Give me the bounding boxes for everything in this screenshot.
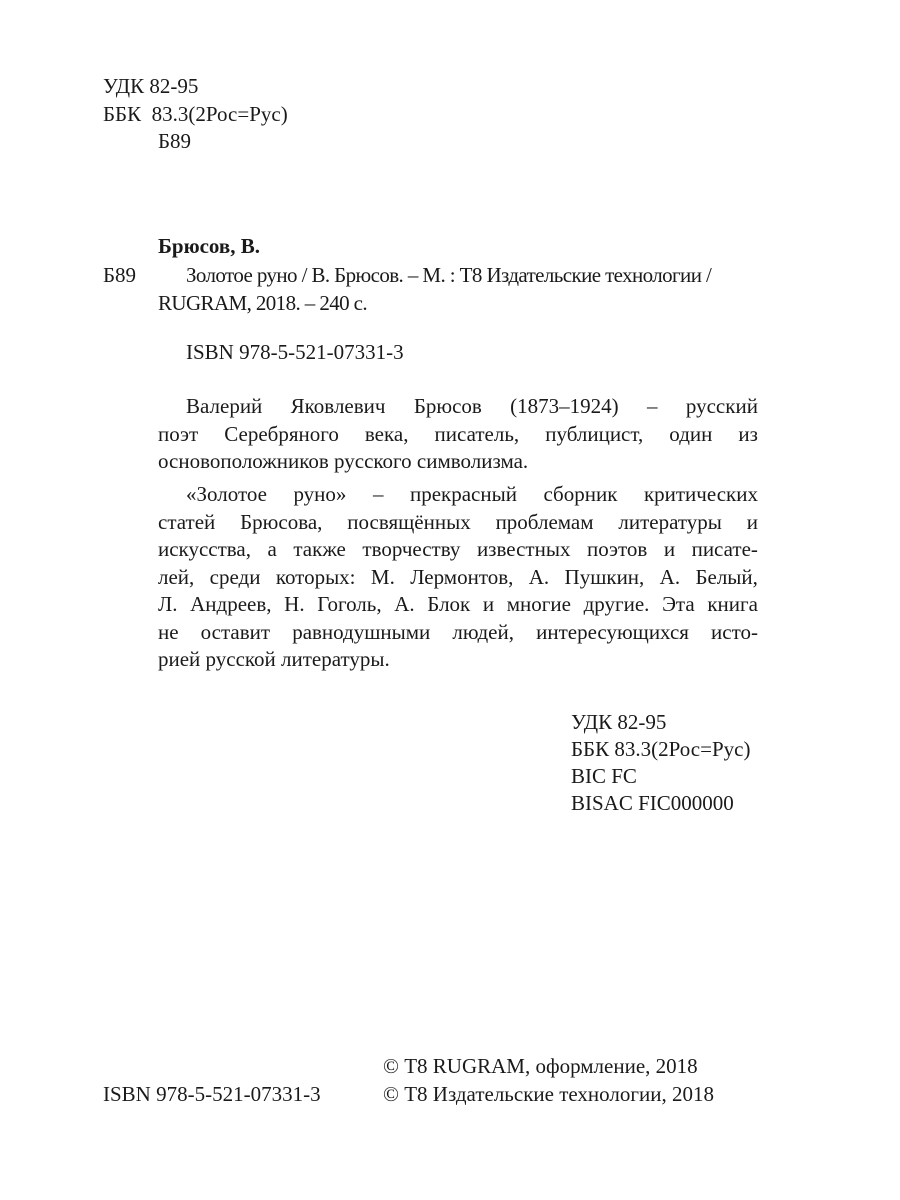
paragraph-word: лей, [158, 564, 195, 589]
paragraph-word: Брюсов [413, 394, 482, 418]
paragraph-word: также [293, 537, 346, 561]
paragraph-word: проблемам [495, 509, 594, 534]
paragraph-word: людей, [452, 619, 514, 644]
paragraph-line [158, 591, 758, 619]
paragraph-word: Л. [158, 592, 178, 616]
paragraph-word: и [482, 592, 495, 616]
paragraph-line [158, 448, 758, 476]
paragraph-word: критических [643, 482, 758, 506]
isbn-footer: ISBN 978-5-521-07331-3 [103, 1082, 321, 1106]
paragraph-word: Эта [662, 592, 695, 616]
paragraph-word: один [669, 421, 713, 446]
paragraph-word: А. [659, 564, 681, 589]
paragraph-line [158, 536, 758, 564]
paragraph-word: – [372, 482, 384, 506]
paragraph-word: поэтов [586, 537, 648, 561]
paragraph-line [158, 393, 758, 421]
paragraph-word: основоположников русского символизма. [158, 449, 529, 473]
author-mark-top: Б89 [158, 129, 192, 153]
paragraph-line [158, 619, 758, 647]
paragraph-word: Гоголь, [317, 592, 382, 616]
paragraph-word: и [663, 537, 676, 561]
udk-code-top: УДК 82-95 [103, 74, 199, 98]
paragraph-word: книга [707, 592, 758, 616]
paragraph-word: «Золотое [186, 482, 267, 506]
bib-description-line-1: Золотое руно / В. Брюсов. – М. : Т8 Издательские технологии / [186, 263, 712, 287]
copyright-publisher: © Т8 Издательские технологии, 2018 [383, 1082, 714, 1106]
paragraph-word: руно» [293, 482, 347, 506]
paragraph-word: искусства, [158, 537, 251, 561]
udk-code: УДК 82-95 [571, 710, 667, 734]
bib-description-line-2: RUGRAM, 2018. – 240 с. [158, 291, 368, 315]
bbk-code: ББК 83.3(2Рос=Рус) [571, 737, 751, 761]
annotation-paragraph-1 [158, 393, 758, 476]
paragraph-word: века, [364, 421, 409, 446]
author-heading: Брюсов, В. [158, 234, 261, 258]
paragraph-word: другие. [583, 592, 650, 616]
paragraph-word: публицист, [545, 421, 644, 446]
paragraph-word: литературы [618, 509, 722, 534]
bbk-code-top: ББК 83.3(2Рос=Рус) [103, 102, 288, 126]
paragraph-word: Пушкин, [564, 564, 645, 589]
paragraph-word: А. [394, 592, 415, 616]
paragraph-word: равнодушными [292, 619, 431, 644]
paragraph-line [158, 481, 758, 509]
paragraph-line [158, 509, 758, 537]
paragraph-word: посвящённых [347, 509, 471, 534]
paragraph-word: из [738, 421, 758, 446]
paragraph-word: творчеству [362, 537, 461, 561]
paragraph-word: Яковлевич [290, 394, 386, 418]
paragraph-word: Андреев, [190, 592, 272, 616]
paragraph-word: многие [506, 592, 571, 616]
paragraph-word: – [647, 394, 658, 418]
paragraph-word: М. [370, 564, 395, 589]
paragraph-word: Блок [427, 592, 471, 616]
bisac-code: BISAC FIC000000 [571, 791, 734, 815]
paragraph-word: исто- [711, 619, 758, 644]
paragraph-word: не [158, 619, 179, 644]
paragraph-word: поэт [158, 421, 199, 446]
bic-code: BIC FC [571, 764, 637, 788]
paragraph-word: Серебряного [224, 421, 339, 446]
paragraph-word: рией русской литературы. [158, 647, 390, 671]
paragraph-word: А. [528, 564, 550, 589]
paragraph-word: Лермонтов, [410, 564, 514, 589]
paragraph-word: статей [158, 509, 216, 534]
paragraph-word: писате- [691, 537, 758, 561]
paragraph-line [158, 421, 758, 449]
paragraph-word: Н. [284, 592, 305, 616]
paragraph-word: Валерий [186, 394, 263, 418]
paragraph-word: сборник [543, 482, 618, 506]
paragraph-line [158, 564, 758, 592]
isbn-main: ISBN 978-5-521-07331-3 [186, 340, 404, 364]
paragraph-word: (1873–1924) [510, 394, 619, 418]
paragraph-word: оставит [200, 619, 271, 644]
paragraph-word: которых: [275, 564, 356, 589]
paragraph-word: русский [685, 394, 758, 418]
annotation-paragraph-2 [158, 481, 758, 674]
paragraph-word: прекрасный [409, 482, 517, 506]
paragraph-word: писатель, [434, 421, 520, 446]
paragraph-word: Белый, [695, 564, 758, 589]
paragraph-word: среди [209, 564, 261, 589]
paragraph-word: а [267, 537, 277, 561]
paragraph-word: и [746, 509, 758, 534]
paragraph-word: Брюсова, [240, 509, 323, 534]
copyright-design: © Т8 RUGRAM, оформление, 2018 [383, 1054, 698, 1078]
paragraph-line [158, 646, 758, 674]
paragraph-word: интересующихся [536, 619, 689, 644]
side-author-mark: Б89 [103, 263, 137, 287]
paragraph-word: известных [476, 537, 571, 561]
